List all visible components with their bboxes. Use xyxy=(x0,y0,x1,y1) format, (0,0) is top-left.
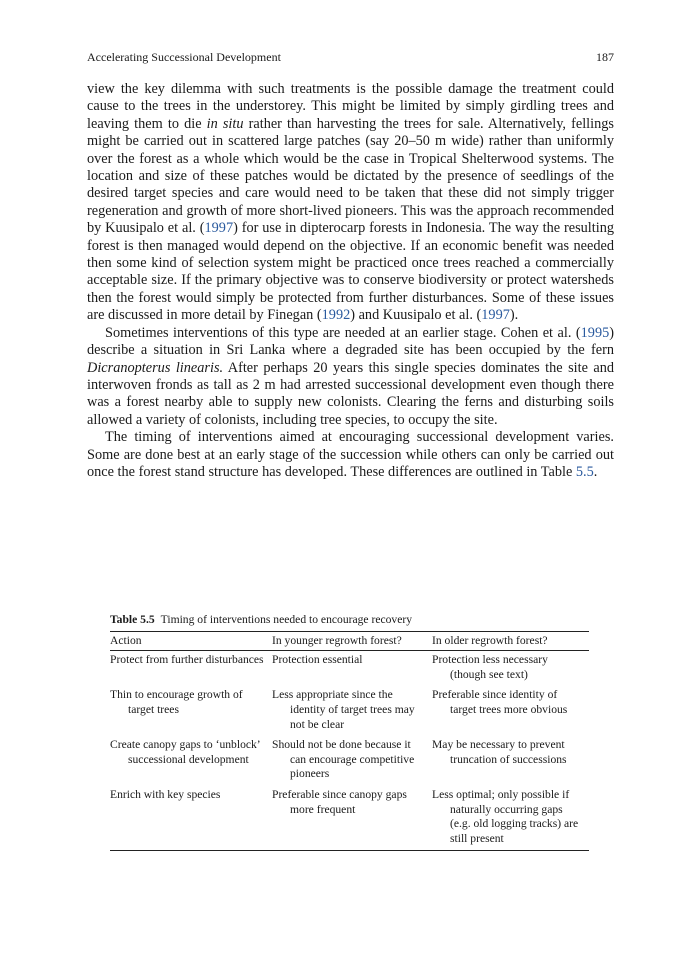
table-caption xyxy=(110,613,589,628)
citation-link[interactable]: 1992 xyxy=(321,307,351,324)
table-label: Table 5.5 xyxy=(110,613,155,626)
cell-text: Protect from further disturbances xyxy=(110,653,264,667)
table-row xyxy=(110,736,589,786)
column-header-action: Action xyxy=(110,633,142,647)
text-run: rather than harvesting the trees for sale. Alternatively, fellings might be carried out in scattered large patches (say 20–50 m wide) rather than uniformly over the forest as a whole which would be the case in Tropical Shelterwood systems. The location and size of these patches would be dictated by the presence of seedlings of the desired target species and care would need to be taken that these did not simply trigger regeneration and growth of more short-lived pioneers. This was the approach recommended by Kuusipalo et al. ( xyxy=(87,115,614,237)
cell-text: Preferable since canopy gaps more frequent xyxy=(272,787,407,816)
column-header-younger: In younger regrowth forest? xyxy=(272,633,402,647)
cell-text: Create canopy gaps to ‘unblock’ successional development xyxy=(110,738,260,766)
cell-older xyxy=(432,651,589,687)
table-5-5 xyxy=(110,613,589,851)
cell-text: Preferable since identity of target trees more obvious xyxy=(432,688,568,716)
cell-action xyxy=(110,686,272,736)
cell-older xyxy=(432,736,589,786)
cell-text: Less appropriate since the identity of target trees may not be clear xyxy=(272,688,415,731)
cell-younger xyxy=(272,736,432,786)
text-run: The timing of interventions aimed at encouraging successional development varies. Some are done best at an early stage of the succession while others can only be carried out once the forest stand structure has developed. These differences are outlined in Table xyxy=(87,429,614,480)
cell-text: Should not be done because it can encourage competitive pioneers xyxy=(272,738,415,781)
running-title: Accelerating Successional Development xyxy=(87,50,281,64)
page-number: 187 xyxy=(596,50,614,64)
citation-link[interactable]: 1997 xyxy=(204,220,234,237)
text-run: . xyxy=(593,463,598,480)
table-row xyxy=(110,686,589,736)
cell-text: Thin to encourage growth of target trees xyxy=(110,688,243,716)
running-header xyxy=(87,50,614,68)
text-run: view the key dilemma with such treatments is the possible damage the treatment could cause to the trees in the understorey. This might be limited by simply girdling trees and leaving them to die xyxy=(87,81,614,132)
body-text xyxy=(87,81,614,481)
italic-text: Dicranopterus linearis. xyxy=(87,359,224,376)
cell-action xyxy=(110,736,272,786)
cell-younger xyxy=(272,786,432,851)
citation-link[interactable]: 1997 xyxy=(481,307,510,324)
table-row xyxy=(110,651,589,687)
cell-younger xyxy=(272,651,432,687)
table-caption-text: Timing of interventions needed to encourage recovery xyxy=(160,613,413,626)
column-header-older: In older regrowth forest? xyxy=(432,633,548,647)
paragraph xyxy=(87,81,614,325)
cell-text: Protection less necessary (though see text) xyxy=(432,653,548,681)
cell-text: May be necessary to prevent truncation of successions xyxy=(432,738,567,766)
text-run: After perhaps 20 years this single species dominates the site and interwoven fronds as tall as 2 m had arrested successional development even though there was a forest nearby able to supply new colonists. Clearing the ferns and disturbing soils allowed a variety of colonists, including tree species, to occupy the site. xyxy=(87,359,614,428)
cell-text: Enrich with key species xyxy=(110,787,221,801)
cell-older xyxy=(432,786,589,851)
text-run: ) for use in dipterocarp forests in Indonesia. The way the resulting forest is then managed would depend on the objective. If an economic benefit was needed then some kind of selection system might be practiced once trees reached a commercially acceptable size. If the primary objective was to conserve biodiversity or protect watersheds then the forest would simply be protected from further disturbances. Some of these issues are discussed in more detail by Finegan ( xyxy=(87,220,614,324)
text-run: Sometimes interventions of this type are needed at an earlier stage. Cohen et al. ( xyxy=(105,324,581,341)
interventions-table xyxy=(110,631,589,852)
table-header-row xyxy=(110,631,589,651)
citation-link[interactable]: 1995 xyxy=(580,324,610,341)
paragraph xyxy=(87,429,614,481)
text-run: ). xyxy=(509,307,519,324)
cell-action xyxy=(110,651,272,687)
text-run: ) describe a situation in Sri Lanka where a degraded site has been occupied by the fern xyxy=(87,324,614,359)
cell-action xyxy=(110,786,272,851)
italic-text: in situ xyxy=(206,115,244,132)
text-run: ) and Kuusipalo et al. ( xyxy=(350,307,482,324)
cell-text: Protection essential xyxy=(272,653,363,667)
citation-link[interactable]: 5.5 xyxy=(575,463,594,480)
table-row xyxy=(110,786,589,851)
cell-younger xyxy=(272,686,432,736)
cell-older xyxy=(432,686,589,736)
paragraph xyxy=(87,325,614,429)
cell-text: Less optimal; only possible if naturally occurring gaps (e.g. old logging tracks) are still present xyxy=(432,787,579,845)
